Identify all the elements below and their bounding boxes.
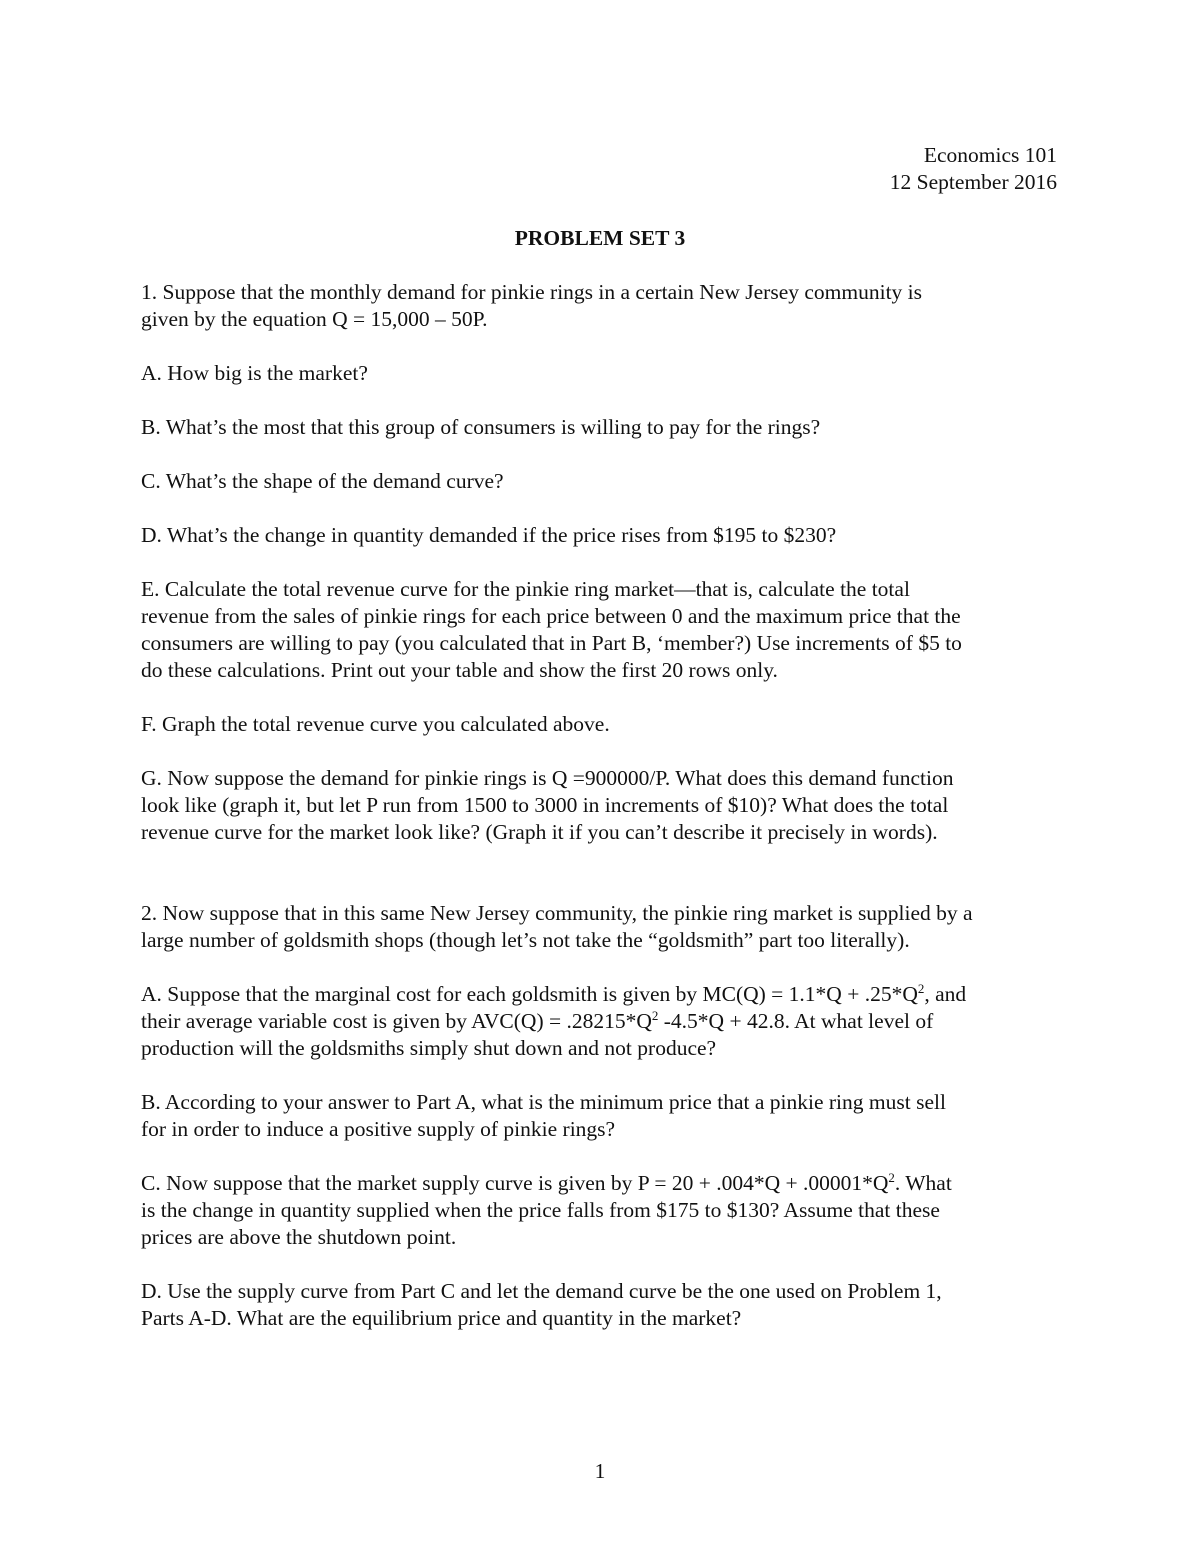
problem1-intro-line2: given by the equation Q = 15,000 – 50P. [141,307,488,331]
problem1-part-f: F. Graph the total revenue curve you calculated above. [141,712,610,736]
problem1-part-e-line3: consumers are willing to pay (you calculated that in Part B, ‘member?) Use increments of $5 to [141,631,962,655]
course-name: Economics 101 [923,143,1057,167]
problem2-part-a-line2: their average variable cost is given by $AVC(Q) = .28215*Q^2$ -4.5*Q + 42.8. At what level of [141,1008,934,1033]
problem2-part-b-line2: for in order to induce a positive supply of pinkie rings? [141,1117,616,1141]
problem2-intro-line1: 2. Now suppose that in this same New Jersey community, the pinkie ring market is supplied by a [141,901,973,925]
problem2-part-d-line2: Parts A-D. What are the equilibrium price and quantity in the market? [141,1306,742,1330]
page-title: PROBLEM SET 3 [514,226,686,250]
problem1-intro-line1: 1. Suppose that the monthly demand for pinkie rings in a certain New Jersey community is [141,280,923,304]
problem2-part-c-line1: C. Now suppose that the market supply curve is given by $P = 20 + .004*Q + .00001*Q^2$. What [141,1170,952,1195]
problem1-part-d: D. What’s the change in quantity demanded if the price rises from $195 to $230? [141,523,837,547]
problem2-part-d-line1: D. Use the supply curve from Part C and let the demand curve be the one used on Problem 1, [141,1279,942,1303]
problem1-part-b: B. What’s the most that this group of consumers is willing to pay for the rings? [141,415,821,439]
problem2-part-c-line3: prices are above the shutdown point. [141,1225,457,1249]
page-number: 1 [594,1459,606,1483]
document-date: 12 September 2016 [889,170,1057,194]
problem1-part-g-line1: G. Now suppose the demand for pinkie rings is Q =900000/P. What does this demand function [141,766,954,790]
problem1-part-c: C. What’s the shape of the demand curve? [141,469,504,493]
problem1-part-g-line2: look like (graph it, but let P run from 1500 to 3000 in increments of $10)? What does the total [141,793,949,817]
problem1-part-e-line1: E. Calculate the total revenue curve for the pinkie ring market—that is, calculate the total [141,577,910,601]
problem1-part-a: A. How big is the market? [141,361,368,385]
problem1-part-e-line2: revenue from the sales of pinkie rings for each price between 0 and the maximum price that the [141,604,961,628]
problem1-part-e-line4: do these calculations. Print out your table and show the first 20 rows only. [141,658,778,682]
problem2-part-c-line2: is the change in quantity supplied when the price falls from $175 to $130? Assume that these [141,1198,940,1222]
problem1-part-g-line3: revenue curve for the market look like? (Graph it if you can’t describe it precisely in words). [141,820,938,844]
problem2-part-b-line1: B. According to your answer to Part A, what is the minimum price that a pinkie ring must sell [141,1090,946,1114]
problem2-part-a-line3: production will the goldsmiths simply shut down and not produce? [141,1036,717,1060]
problem2-part-a-line1: A. Suppose that the marginal cost for each goldsmith is given by $MC(Q) = 1.1*Q + .25*Q^2$, and [141,981,967,1006]
problem2-intro-line2: large number of goldsmith shops (though let’s not take the “goldsmith” part too literally). [141,928,910,952]
